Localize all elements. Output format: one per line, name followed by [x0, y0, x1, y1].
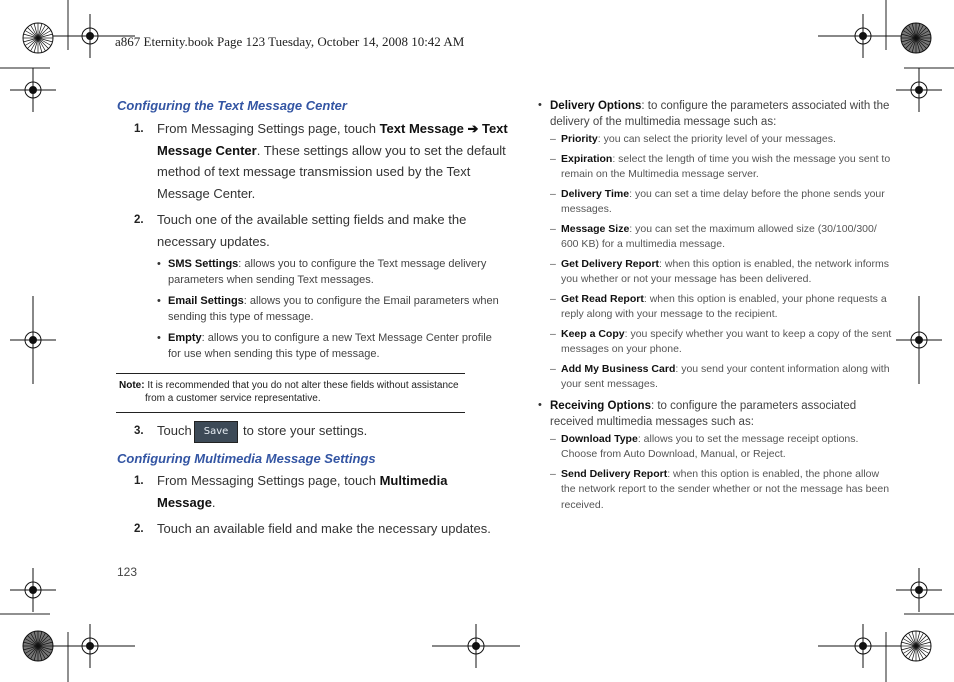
list-item: [538, 98, 890, 132]
item-text: [561, 327, 891, 358]
dash-icon: –: [550, 362, 556, 375]
term: Email Settings: [168, 295, 244, 307]
desc: : when this option is enabled, the network informs: [659, 257, 890, 270]
desc: : select the length of time you wish the message you sent to: [612, 152, 891, 165]
term: Delivery Time: [561, 187, 630, 200]
step-text: . These settings allow you to set the default: [256, 142, 506, 158]
desc: : allows you to configure a new Text Message Center profile: [201, 332, 492, 344]
dash-icon: –: [550, 222, 556, 235]
registration-target-icon: [896, 568, 942, 612]
menu-path: Text Message ➔ Text: [379, 121, 508, 136]
desc: parameters when sending Text messages.: [168, 273, 374, 286]
term: Delivery Options: [550, 100, 642, 112]
item-text: [561, 222, 877, 253]
step-number: 1.: [134, 123, 144, 135]
dash-icon: –: [550, 187, 556, 200]
menu-path: Multimedia: [379, 473, 448, 488]
list-item: [157, 294, 499, 331]
settings-bullet-list: [157, 257, 499, 368]
bullet-icon: •: [157, 258, 161, 270]
step-1-text: [157, 470, 472, 513]
list-item: [538, 187, 885, 222]
dash-icon: –: [550, 152, 556, 165]
section-title-text-message-center: Configuring the Text Message Center: [117, 98, 347, 113]
dash-icon: –: [550, 467, 556, 480]
desc: messages.: [561, 203, 612, 215]
term: Priority: [561, 133, 598, 145]
list-item: [538, 432, 858, 467]
term: Get Read Report: [561, 292, 644, 305]
desc: reply along with your message to the recipient.: [561, 308, 778, 320]
list-item: [538, 132, 858, 152]
term: Add My Business Card: [561, 362, 676, 375]
right-column: [538, 98, 892, 517]
step-text: necessary updates.: [157, 233, 270, 249]
desc: messages on your phone.: [561, 343, 682, 355]
list-item: [538, 362, 890, 397]
desc: 600 KB) for a multimedia message.: [561, 238, 725, 250]
receiving-options-list: [538, 432, 890, 518]
bullet-icon: •: [538, 398, 542, 411]
desc: Choose from Auto Download, Manual, or Reject.: [561, 448, 786, 460]
term: SMS Settings: [168, 258, 239, 270]
note-line: It is recommended that you do not alter these fields without assistance: [144, 380, 459, 391]
term: Empty: [168, 332, 202, 344]
step-text: Touch: [157, 423, 192, 438]
item-text: [561, 187, 885, 218]
desc: the network report to the sender whether or not the message has been: [561, 483, 890, 495]
desc: : allows you to set the message receipt options.: [637, 432, 859, 445]
desc: : to configure the parameters associated: [650, 399, 857, 412]
step-number: 1.: [134, 475, 144, 487]
registration-target-icon: [10, 296, 56, 384]
registration-target-icon: [10, 68, 56, 112]
desc: for use when sending this type of message.: [168, 347, 380, 360]
desc: : you can set the maximum allowed size (30/100/300/: [629, 222, 877, 235]
bullet-icon: •: [157, 295, 161, 307]
step-number: 2.: [134, 523, 144, 535]
registration-target-icon: [818, 14, 905, 58]
desc: : when this option is enabled, your phone requests a: [643, 292, 887, 305]
list-item: [157, 331, 492, 368]
list-item: [538, 327, 892, 362]
page-number: 123: [117, 565, 138, 579]
desc: you whether or not your message has been delivered.: [561, 273, 812, 285]
step-text: Touch an available field and make the necessary updates.: [157, 521, 491, 536]
step-2-text: [157, 209, 472, 252]
note-line: from a customer service representative.: [145, 392, 321, 404]
registration-target-icon: [896, 68, 942, 112]
bullet-icon: •: [157, 332, 161, 344]
list-item: [538, 257, 890, 292]
bullet-icon: •: [538, 99, 542, 111]
desc: sending this type of message.: [168, 310, 314, 323]
term: Keep a Copy: [561, 327, 625, 340]
step-text: From Messaging Settings page, touch: [157, 473, 380, 488]
dash-icon: –: [550, 432, 556, 445]
term: Message Size: [561, 222, 630, 235]
item-text: [561, 292, 887, 323]
registration-target-icon: [432, 624, 520, 668]
step-text: method of text message transmission used by the Text: [157, 164, 471, 179]
desc: : allows you to configure the Email parameters when: [243, 295, 499, 307]
menu-path: Message Center: [157, 142, 257, 158]
desc: received multimedia messages such as:: [550, 415, 754, 428]
step-text: .: [211, 494, 216, 510]
item-text: [561, 467, 889, 514]
item-text: [561, 432, 858, 463]
desc: remain on the Multimedia message server.: [561, 168, 759, 180]
step-text: Touch one of the available setting fields and make the: [157, 212, 467, 227]
desc: : to configure the parameters associated with the: [641, 100, 890, 112]
step-text: From Messaging Settings page, touch: [157, 121, 380, 136]
term: Download Type: [561, 432, 638, 445]
step-number: 3.: [134, 425, 144, 437]
desc: : you can select the priority level of your messages.: [597, 133, 836, 145]
desc: : when this option is enabled, the phone allow: [667, 467, 880, 480]
step-text: to store your settings.: [243, 423, 368, 438]
term: Receiving Options: [550, 399, 651, 412]
list-item: [157, 257, 487, 294]
registration-target-icon: [896, 296, 942, 384]
list-item: [538, 152, 891, 187]
registration-target-icon: [10, 568, 56, 612]
dash-icon: –: [550, 327, 556, 340]
list-item: [538, 292, 887, 327]
list-item: [538, 467, 890, 518]
desc: : allows you to configure the Text message delivery: [238, 258, 487, 270]
desc: delivery of the multimedia message such as:: [550, 116, 777, 128]
desc: received.: [561, 498, 604, 511]
step-1-text: [157, 118, 508, 204]
desc: : you send your content information along with: [675, 362, 890, 375]
registration-target-icon: [818, 624, 905, 668]
menu-path: Message: [157, 494, 212, 510]
list-item: [538, 222, 877, 257]
list-item: [538, 398, 858, 432]
dash-icon: –: [550, 257, 556, 270]
step-number: 2.: [134, 214, 144, 226]
item-text: [561, 362, 890, 393]
term: Get Delivery Report: [561, 257, 660, 270]
term: Expiration: [561, 152, 613, 165]
note-label: Note:: [119, 380, 145, 391]
dash-icon: –: [550, 133, 556, 145]
item-text: [561, 152, 890, 183]
save-button[interactable]: Save: [194, 421, 238, 443]
desc: : you can set a time delay before the phone sends your: [629, 187, 885, 200]
note-text: [119, 380, 465, 405]
desc: : you specify whether you want to keep a copy of the sent: [624, 327, 892, 340]
desc: your sent messages.: [561, 378, 658, 390]
delivery-options-list: [538, 132, 892, 397]
item-text: [561, 132, 836, 148]
item-text: [561, 257, 889, 288]
term: Send Delivery Report: [561, 467, 668, 480]
step-text: Message Center.: [157, 185, 256, 201]
running-head: a867 Eternity.book Page 123 Tuesday, October 14, 2008 10:42 AM: [115, 34, 465, 49]
registration-target-icon: [48, 624, 135, 668]
dash-icon: –: [550, 292, 556, 305]
section-title-multimedia-settings: Configuring Multimedia Message Settings: [117, 451, 376, 466]
